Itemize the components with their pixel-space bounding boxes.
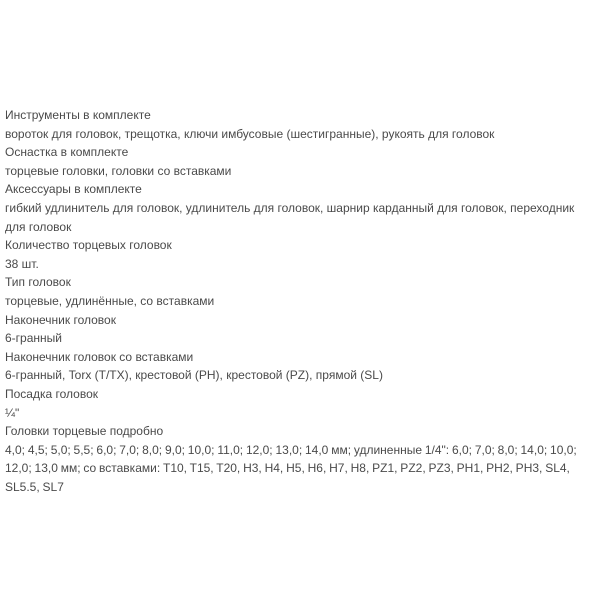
specifications-list	[5, 106, 593, 496]
spec-label-socket-tip: Наконечник головок	[5, 312, 116, 327]
spec-label-drive-size: Посадка головок	[5, 386, 98, 401]
spec-label-socket-count: Количество торцевых головок	[5, 238, 172, 253]
spec-label-accessories: Аксессуары в комплекте	[5, 182, 142, 197]
spec-label-tools: Инструменты в комплекте	[5, 108, 151, 122]
spec-value-drive-size: ¼"	[5, 405, 20, 420]
spec-label-bit-socket-tip: Наконечник головок со вставками	[5, 349, 194, 364]
spec-label-attachments: Оснастка в комплекте	[5, 145, 129, 160]
spec-value-attachments: торцевые головки, головки со вставками	[5, 163, 232, 178]
spec-value-socket-type: торцевые, удлинённые, со вставками	[5, 293, 215, 308]
spec-value-socket-count: 38 шт.	[5, 256, 39, 271]
spec-value-socket-tip: 6-гранный	[5, 331, 62, 346]
spec-value-socket-details: 4,0; 4,5; 5,0; 5,5; 6,0; 7,0; 8,0; 9,0; 10,0; 11,0; 12,0; 13,0; 14,0 мм; удлиненные 1/4": 6,0; 7,0; 8,0; 14,0; 10,0; 12,0; 13,0 мм; со вставками: T10, T15, T20, H3, H4, H5, H6, H7, H8, PZ1, PZ2, PZ3, PH1, PH2, PH3, SL4, SL5.5, SL7	[5, 442, 577, 494]
spec-value-bit-socket-tip: 6-гранный, Torx (T/TX), крестовой (PH), крестовой (PZ), прямой (SL)	[5, 368, 383, 383]
spec-value-tools: вороток для головок, трещотка, ключи имбусовые (шестигранные), рукоять для головок	[5, 126, 495, 141]
spec-label-socket-details: Головки торцевые подробно	[5, 424, 164, 439]
spec-label-socket-type: Тип головок	[5, 275, 71, 290]
spec-value-accessories: гибкий удлинитель для головок, удлинитель для головок, шарнир карданный для головок, переходник для головок	[5, 200, 575, 234]
